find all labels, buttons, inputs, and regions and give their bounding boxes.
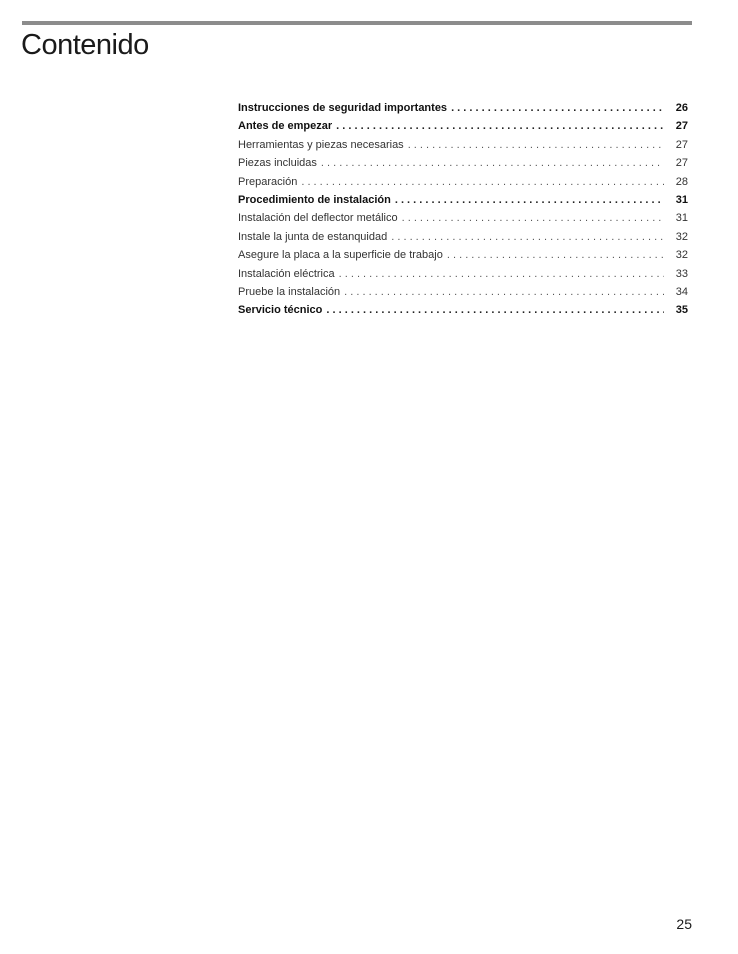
toc-entry-label: Instale la junta de estanquidad bbox=[238, 230, 388, 243]
toc-entry-label: Preparación bbox=[238, 175, 298, 188]
toc-entry-label: Piezas incluidas bbox=[238, 157, 317, 170]
toc-entry[interactable] bbox=[238, 120, 688, 138]
toc-entry-label: Servicio técnico bbox=[238, 304, 323, 317]
toc-entry-page: 33 bbox=[675, 267, 688, 280]
dot-leader bbox=[336, 120, 664, 132]
page-number: 25 bbox=[676, 916, 692, 932]
dot-leader bbox=[344, 286, 664, 298]
page-title: Contenido bbox=[21, 29, 149, 61]
dot-leader bbox=[321, 157, 664, 169]
toc-entry[interactable] bbox=[238, 249, 688, 267]
toc-entry-page: 32 bbox=[675, 230, 688, 243]
toc-entry-label: Asegure la placa a la superficie de trabajo bbox=[238, 249, 443, 262]
dot-leader bbox=[451, 102, 664, 114]
toc-entry-label: Herramientas y piezas necesarias bbox=[238, 138, 404, 151]
toc-entry[interactable] bbox=[238, 157, 688, 175]
toc-entry-page: 28 bbox=[675, 175, 688, 188]
toc-entry-page: 32 bbox=[675, 249, 688, 262]
toc-entry-page: 27 bbox=[675, 138, 688, 151]
dot-leader bbox=[391, 231, 664, 243]
toc-entry-page: 35 bbox=[675, 304, 688, 317]
table-of-contents bbox=[238, 102, 688, 323]
toc-entry[interactable] bbox=[238, 231, 688, 249]
toc-entry-page: 31 bbox=[675, 193, 688, 206]
toc-entry-page: 27 bbox=[675, 120, 688, 133]
dot-leader bbox=[402, 212, 664, 224]
toc-entry[interactable] bbox=[238, 286, 688, 304]
toc-entry[interactable] bbox=[238, 194, 688, 212]
toc-entry[interactable] bbox=[238, 268, 688, 286]
toc-entry-label: Procedimiento de instalación bbox=[238, 193, 391, 206]
dot-leader bbox=[301, 176, 664, 188]
toc-entry[interactable] bbox=[238, 176, 688, 194]
toc-entry[interactable] bbox=[238, 304, 688, 322]
dot-leader bbox=[408, 139, 664, 151]
toc-entry[interactable] bbox=[238, 102, 688, 120]
toc-entry-page: 27 bbox=[675, 157, 688, 170]
toc-entry-page: 31 bbox=[675, 212, 688, 225]
toc-entry[interactable] bbox=[238, 212, 688, 230]
dot-leader bbox=[339, 268, 664, 280]
toc-entry-label: Pruebe la instalación bbox=[238, 285, 341, 298]
toc-entry[interactable] bbox=[238, 139, 688, 157]
toc-entry-label: Instalación del deflector metálico bbox=[238, 212, 398, 225]
top-rule bbox=[22, 21, 692, 25]
dot-leader bbox=[447, 249, 664, 261]
toc-entry-page: 26 bbox=[675, 102, 688, 114]
toc-entry-page: 34 bbox=[675, 285, 688, 298]
toc-entry-label: Instrucciones de seguridad importantes bbox=[238, 102, 448, 114]
dot-leader bbox=[326, 304, 664, 316]
dot-leader bbox=[395, 194, 664, 206]
toc-entry-label: Instalación eléctrica bbox=[238, 267, 335, 280]
toc-entry-label: Antes de empezar bbox=[238, 120, 333, 133]
